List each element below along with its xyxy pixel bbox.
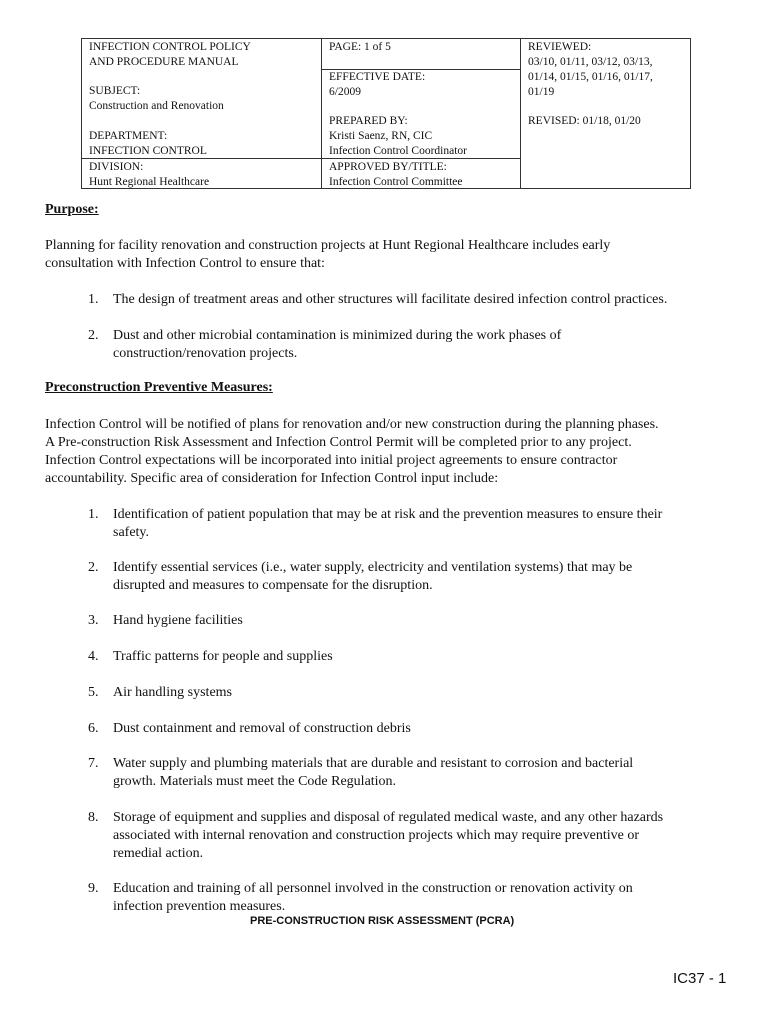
divider <box>322 158 521 159</box>
purpose-intro: Planning for facility renovation and construction projects at Hunt Regional Healthcare includes early consultation with Infection Control to ensure that: <box>45 238 611 271</box>
next-section-title: PRE-CONSTRUCTION RISK ASSESSMENT (PCRA) <box>250 915 515 927</box>
preconstruction-intro: Infection Control will be notified of plans for renovation and/or new construction during the planning phases. A Pre-construction Risk Assessment and Infection Control Permit will be completed prior to any project. Infection Control expectations will be incorporated into initial project agreements to ensure contractor accountability. Specific area of consideration for Infection Control input include: <box>45 417 659 486</box>
effective-date-field: EFFECTIVE DATE: 6/2009 <box>329 71 426 98</box>
header-right-column <box>521 38 691 189</box>
preconstruction-heading: Preconstruction Preventive Measures: <box>45 380 273 395</box>
division-field: DIVISION: Hunt Regional Healthcare <box>89 161 210 188</box>
purpose-heading: Purpose: <box>45 202 99 217</box>
divider <box>82 158 322 159</box>
header-table <box>81 38 521 189</box>
page-field: PAGE: 1 of 5 <box>329 41 391 53</box>
department-field: DEPARTMENT: INFECTION CONTROL <box>89 130 207 157</box>
prepared-by-field: PREPARED BY: Kristi Saenz, RN, CIC Infection Control Coordinator <box>329 115 467 157</box>
approved-by-field: APPROVED BY/TITLE: Infection Control Committee <box>329 161 463 188</box>
manual-title: INFECTION CONTROL POLICY AND PROCEDURE MANUAL <box>89 41 251 68</box>
revised-field: REVISED: 01/18, 01/20 <box>528 115 641 127</box>
reviewed-field: REVIEWED: 03/10, 01/11, 03/12, 03/13, 01/14, 01/15, 01/16, 01/17, 01/19 <box>528 41 653 98</box>
header-middle-column <box>322 39 520 188</box>
header-left-column <box>82 39 322 188</box>
subject-field: SUBJECT: Construction and Renovation <box>89 85 224 112</box>
page-number: IC37 - 1 <box>673 970 727 987</box>
